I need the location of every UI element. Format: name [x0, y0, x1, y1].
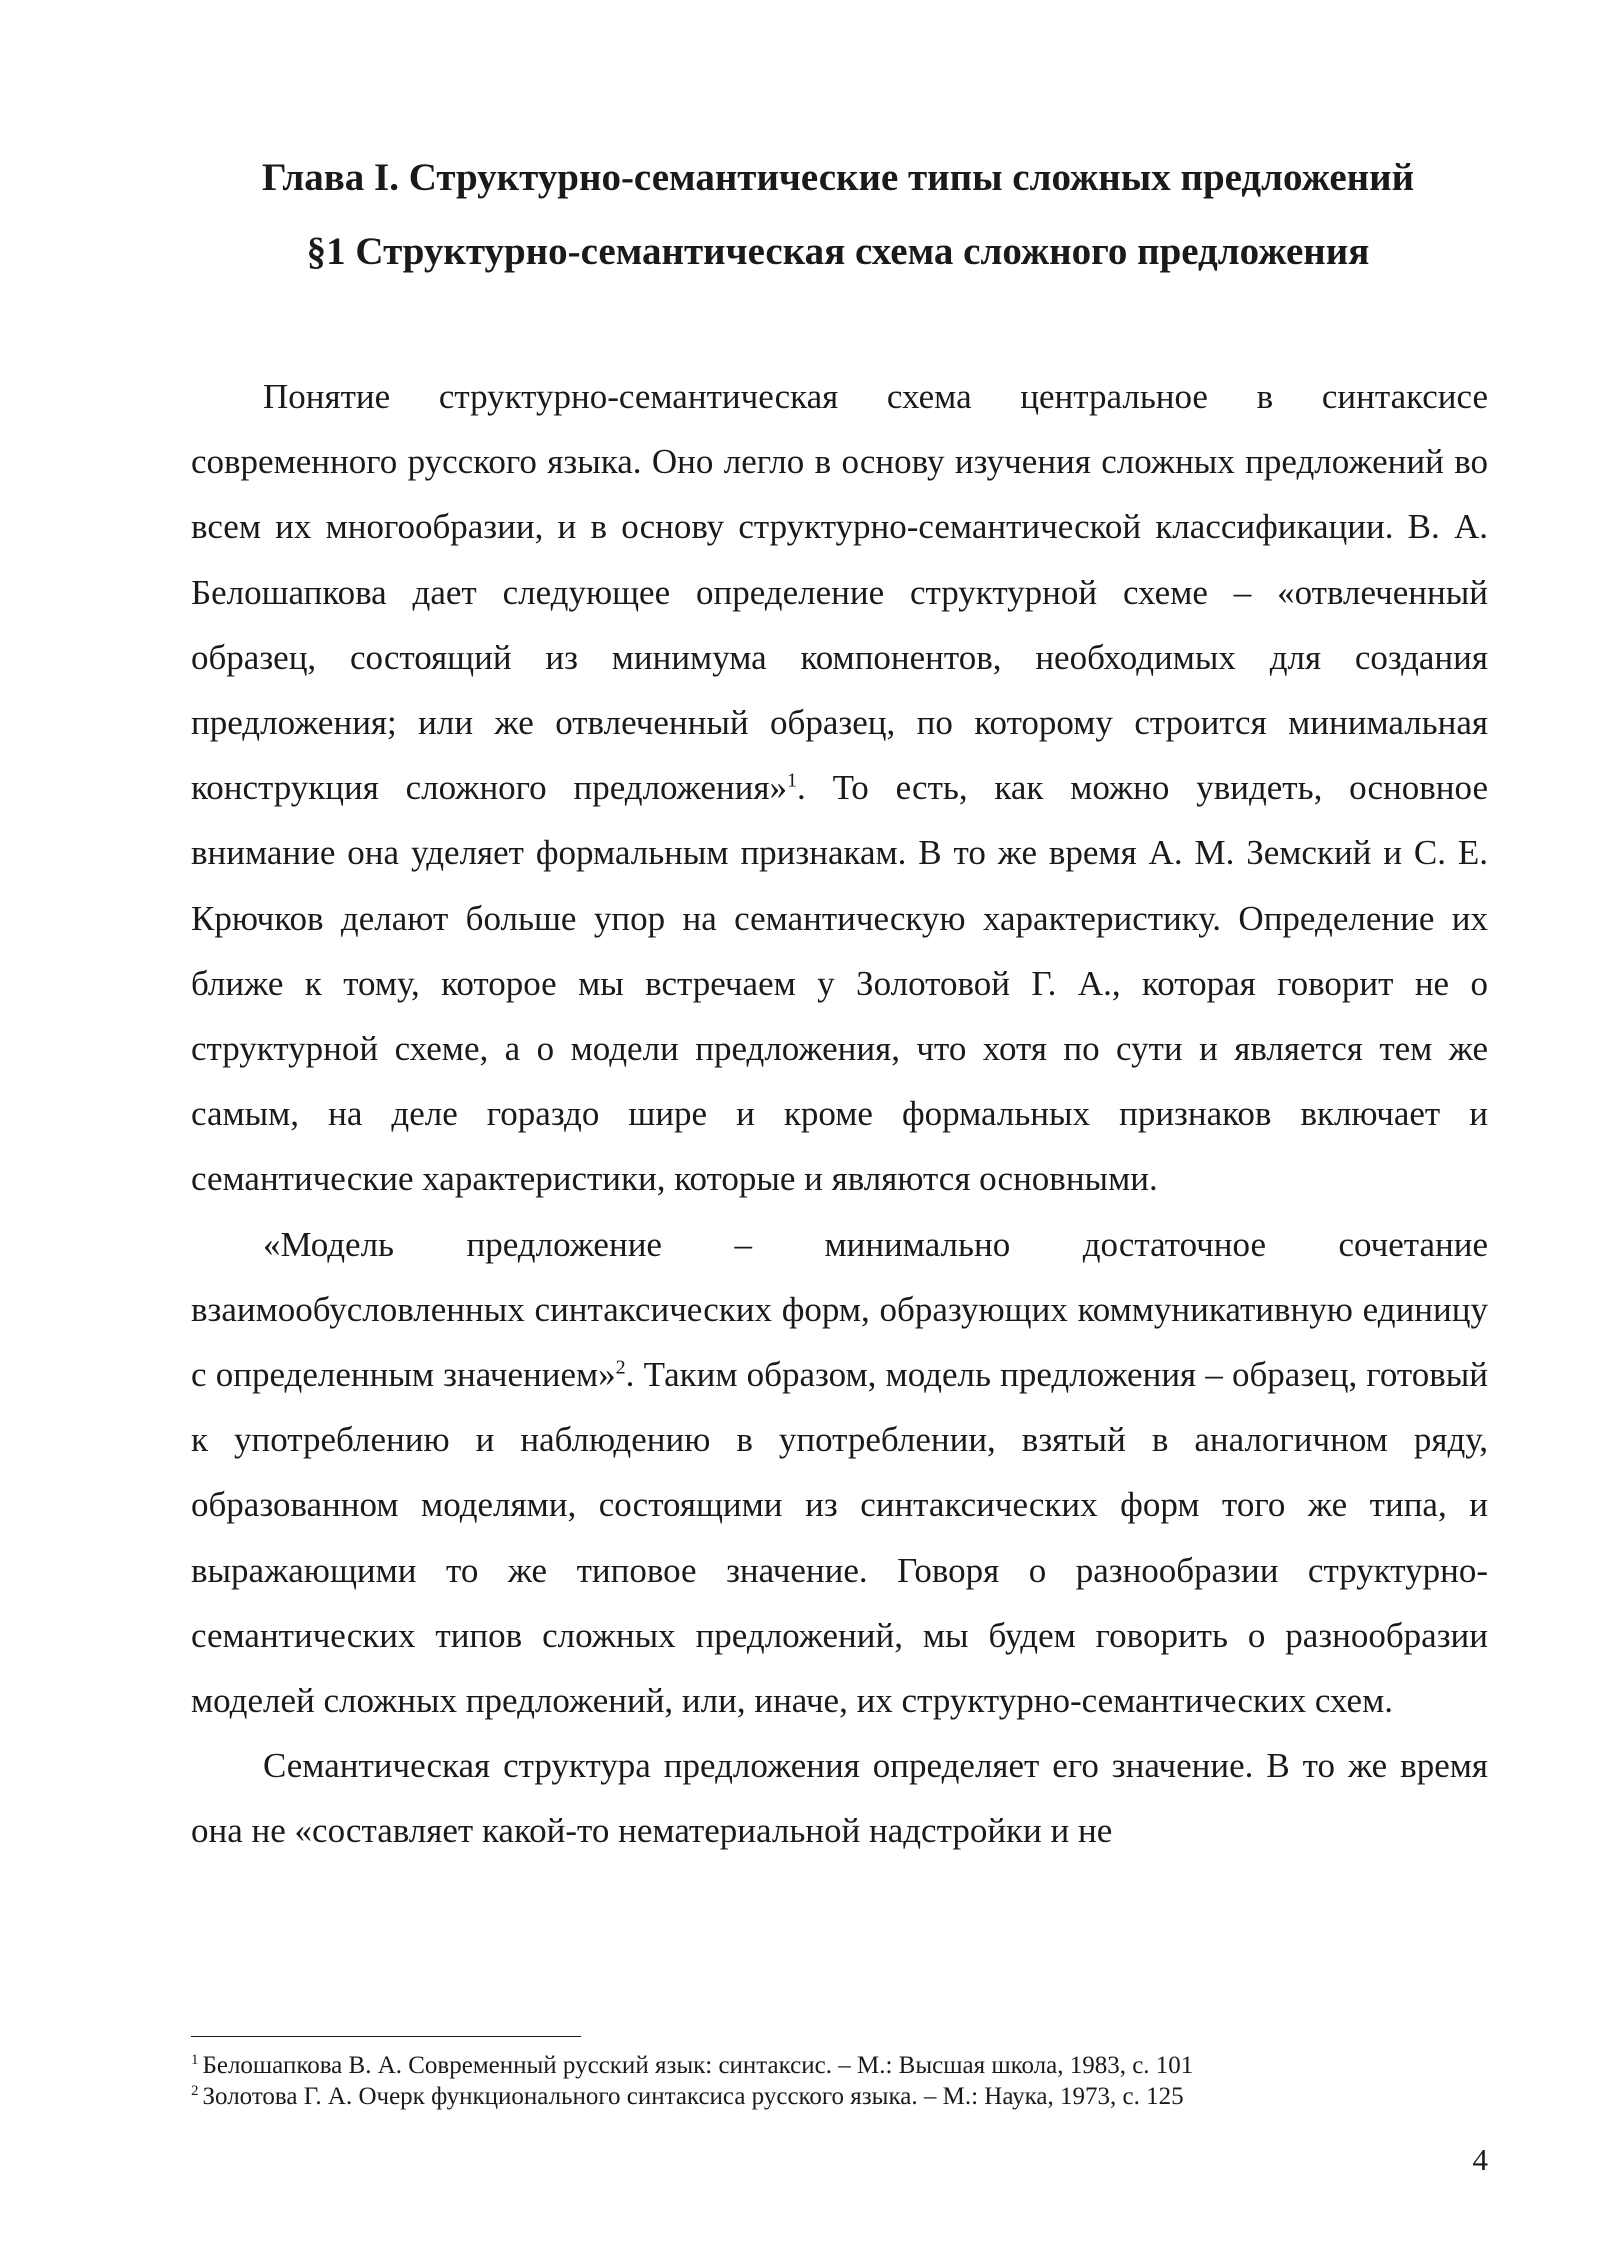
paragraph-3: Семантическая структура предложения определяет его значение. В то же время она не «составляет какой-то нематериальной надстройки и не: [191, 1746, 1488, 1851]
paragraph-2: [191, 1212, 1488, 1734]
footnote-text: Белошапкова В. А. Современный русский язык: синтаксис. – М.: Высшая школа, 1983, с. 101: [202, 2052, 1194, 2079]
paragraph-2-text-a: «Модель предложение – минимально достаточное сочетание взаимообусловленных синтаксических форм, образующих коммуникативную единицу с определенным значением»: [191, 1224, 1488, 1395]
footnote-separator: [191, 2036, 581, 2037]
footnote-ref-1[interactable]: 1: [787, 769, 797, 792]
footnote-text: Золотова Г. А. Очерк функционального синтаксиса русского языка. – М.: Наука, 1973, с. 125: [202, 2083, 1184, 2110]
page-number: 4: [1472, 2142, 1488, 2177]
paragraph-1-text-b: . То есть, как можно увидеть, основное внимание она уделяет формальным признакам. В то же время А. М. Земский и С. Е. Крючков делают больше упор на семантическую характеристику. Определение их ближе к тому, которое мы встречаем у Золотовой Г. А., которая говорит не о структурной схеме, а о модели предложения, что хотя по сути и является тем же самым, на деле гораздо шире и кроме формальных признаков включает и семантические характеристики, которые и являются основными.: [191, 768, 1488, 1199]
footnotes: [191, 2050, 1488, 2112]
paragraph-2-text-b: . Таким образом, модель предложения – образец, готовый к употреблению и наблюдению в употреблении, взятый в аналогичном ряду, образованном моделями, состоящими из синтаксических форм того же типа, и выражающими то же типовое значение. Говоря о разнообразии структурно-семантических типов сложных предложений, мы будем говорить о разнообразии моделей сложных предложений, или, иначе, их структурно-семантических схем.: [191, 1355, 1488, 1721]
section-title: §1 Структурно-семантическая схема сложного предложения: [306, 230, 1370, 273]
footnote-2: [191, 2081, 1488, 2112]
footnote-mark: 2: [191, 2082, 199, 2099]
footnote-ref-2[interactable]: 2: [615, 1356, 626, 1379]
paragraph-1: [191, 364, 1488, 1212]
footnote-mark: 1: [191, 2051, 199, 2068]
body-text: [191, 364, 1488, 1864]
footnote-1: [191, 2050, 1488, 2081]
chapter-title: Глава I. Структурно-семантические типы сложных предложений: [261, 156, 1415, 199]
paragraph-1-text-a: Понятие структурно-семантическая схема центральное в синтаксисе современного русского языка. Оно легло в основу изучения сложных предложений во всем их многообразии, и в основу структурно-семантической классификации. В. А. Белошапкова дает следующее определение структурной схеме – «отвлеченный образец, состоящий из минимума компонентов, необходимых для создания предложения; или же отвлеченный образец, по которому строится минимальная конструкция сложного предложения»: [191, 377, 1488, 808]
